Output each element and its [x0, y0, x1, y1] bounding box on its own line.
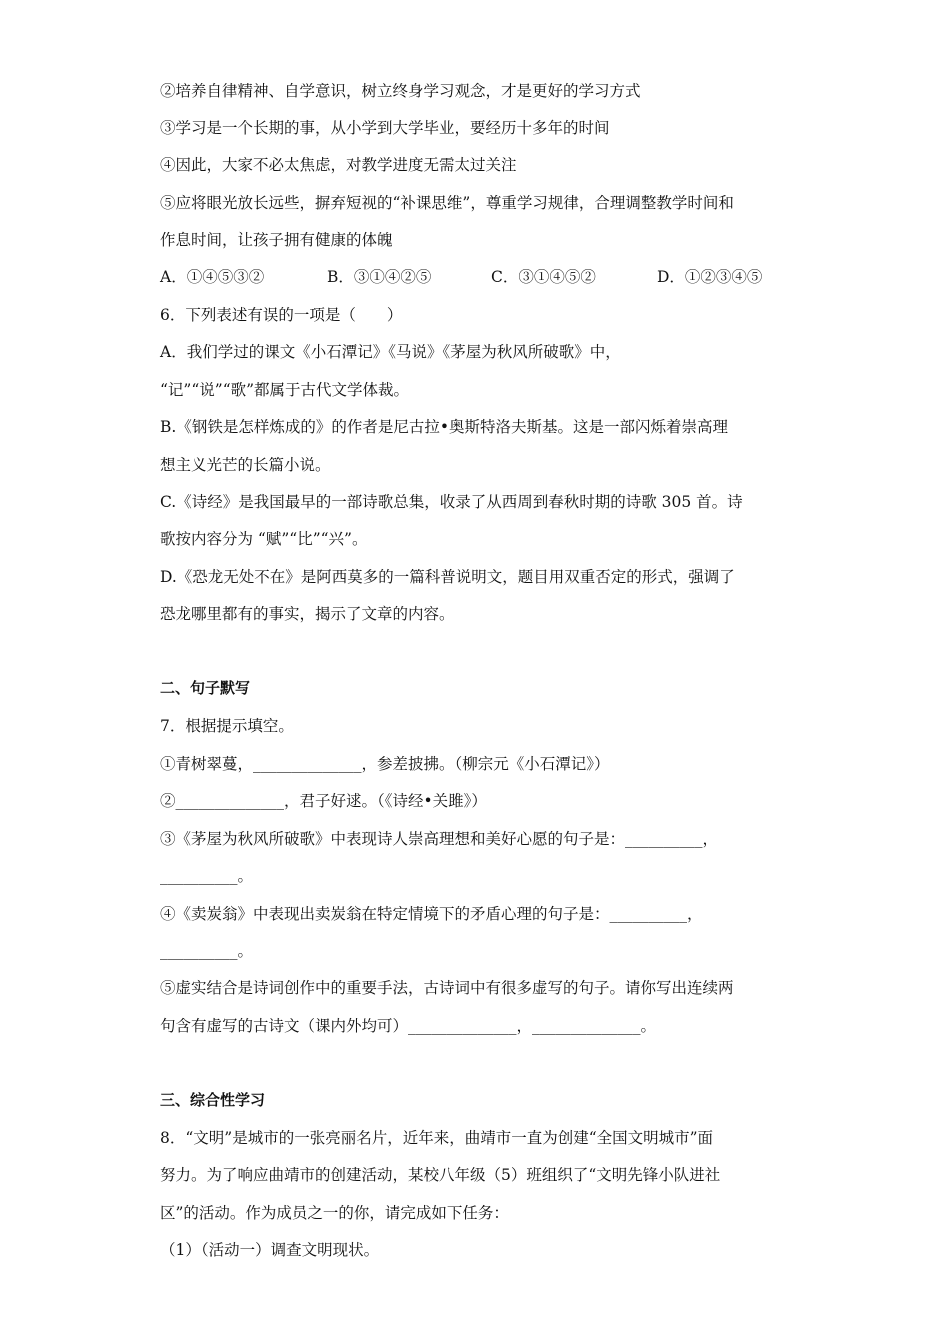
q5-item-4: ④因此，大家不必太焦虑，对教学进度无需太过关注: [160, 156, 517, 174]
q7-item-1: ①青树翠蔓，______________，参差披拂。（柳宗元《小石潭记》）: [160, 755, 610, 773]
q6-option-a-line2: “记”“说”“歌”都属于古代文学体裁。: [160, 381, 410, 399]
q5-option-c: C．③①④⑤②: [491, 268, 596, 286]
q7-item-4-line2: __________。: [160, 942, 254, 960]
q7-item-3-line2: __________。: [160, 867, 254, 885]
q7-item-5-line1: ⑤虚实结合是诗词创作中的重要手法，古诗词中有很多虚写的句子。请你写出连续两: [160, 979, 734, 997]
q5-item-2: ②培养自律精神、自学意识，树立终身学习观念，才是更好的学习方式: [160, 82, 641, 100]
q6-option-b-line1: B.《钢铁是怎样炼成的》的作者是尼古拉•奥斯特洛夫斯基。这是一部闪烁着崇高理: [160, 418, 728, 436]
q5-option-a: A．①④⑤③②: [160, 268, 265, 286]
q5-option-d: D．①②③④⑤: [657, 268, 763, 286]
q8-line1: 8．“文明”是城市的一张亮丽名片，近年来，曲靖市一直为创建“全国文明城市”面: [160, 1129, 714, 1147]
q6-option-a-line1: A．我们学过的课文《小石潭记》《马说》《茅屋为秋风所破歌》中，: [160, 343, 621, 361]
q6-option-c-line2: 歌按内容分为 “赋”“比”“兴”。: [160, 530, 368, 548]
q5-item-3: ③学习是一个长期的事，从小学到大学毕业，要经历十多年的时间: [160, 119, 610, 137]
q5-item-5-line1: ⑤应将眼光放长远些，摒弃短视的“补课思维”，尊重学习规律，合理调整教学时间和: [160, 194, 734, 212]
q7-stem: 7．根据提示填空。: [160, 717, 294, 735]
section-2-heading: 二、句子默写: [160, 679, 251, 697]
q7-item-4-line1: ④《卖炭翁》中表现出卖炭翁在特定情境下的矛盾心理的句子是：__________，: [160, 905, 703, 923]
q6-option-b-line2: 想主义光芒的长篇小说。: [160, 456, 331, 474]
section-3-heading: 三、综合性学习: [160, 1091, 266, 1109]
q7-item-2: ②______________，君子好逑。（《诗经•关雎》）: [160, 792, 487, 810]
q6-option-c-line1: C.《诗经》是我国最早的一部诗歌总集，收录了从西周到春秋时期的诗歌 305 首。诗: [160, 493, 743, 511]
q5-item-5-line2: 作息时间，让孩子拥有健康的体魄: [160, 231, 393, 249]
q5-option-b: B．③①④②⑤: [327, 268, 432, 286]
q6-option-d-line2: 恐龙哪里都有的事实，揭示了文章的内容。: [160, 605, 455, 623]
q7-item-5-line2: 句含有虚写的古诗文（课内外均可）______________，______________。: [160, 1017, 657, 1035]
q7-item-3-line1: ③《茅屋为秋风所破歌》中表现诗人崇高理想和美好心愿的句子是：__________，: [160, 830, 719, 848]
q6-stem: 6．下列表述有误的一项是（ ）: [160, 306, 403, 324]
q8-sub-1: （1）（活动一）调查文明现状。: [160, 1241, 380, 1259]
q8-line3: 区”的活动。作为成员之一的你，请完成如下任务：: [160, 1204, 509, 1222]
q8-line2: 努力。为了响应曲靖市的创建活动，某校八年级（5）班组织了“文明先锋小队进社: [160, 1166, 721, 1184]
q6-option-d-line1: D.《恐龙无处不在》是阿西莫多的一篇科普说明文，题目用双重否定的形式，强调了: [160, 568, 735, 586]
